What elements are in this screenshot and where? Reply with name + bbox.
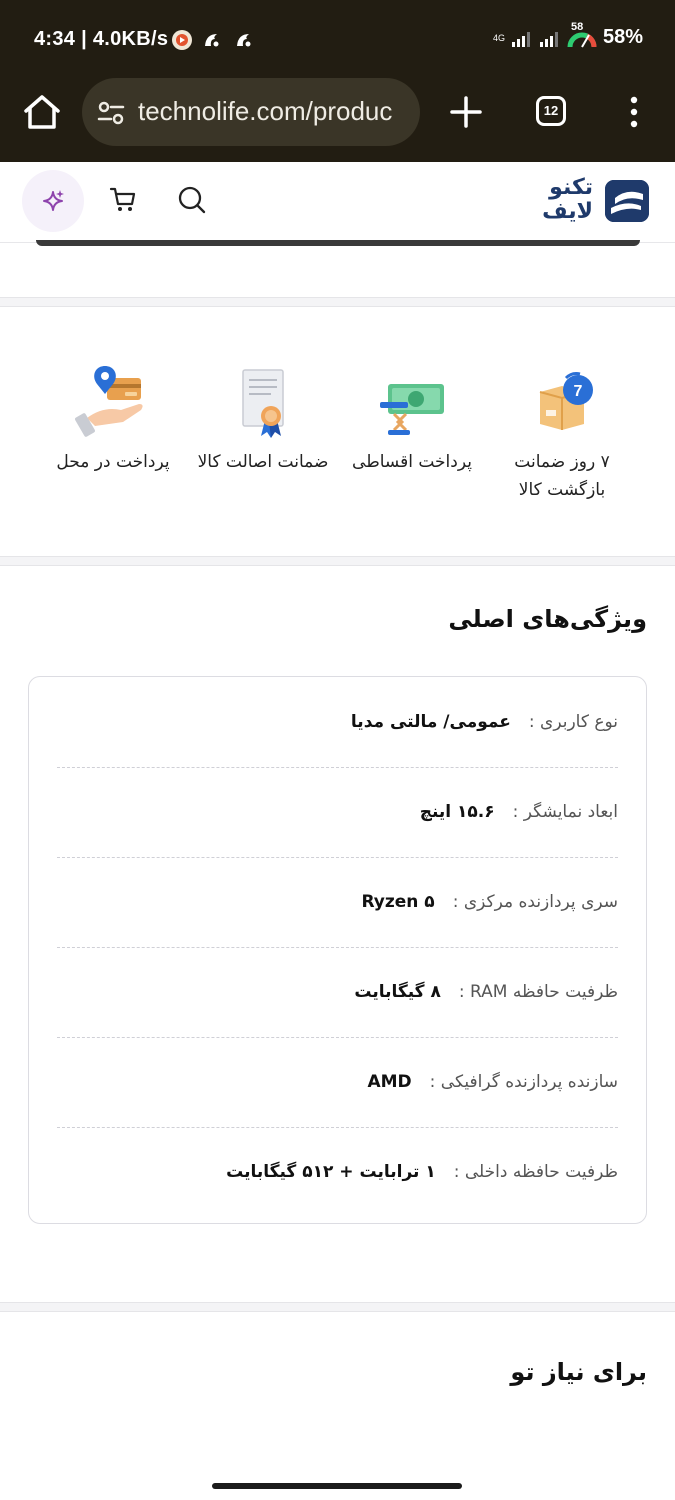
section-divider: [0, 1302, 675, 1312]
gesture-home-indicator[interactable]: [212, 1483, 462, 1489]
status-time: 4:34: [34, 28, 76, 50]
battery-percent: 58%: [602, 26, 643, 48]
service-installment[interactable]: [337, 362, 487, 476]
site-header: [0, 162, 675, 243]
home-icon[interactable]: [20, 90, 64, 134]
app-notification-icon: [201, 29, 223, 51]
service-label: پرداخت در محل: [56, 452, 170, 472]
spec-key: ابعاد نمایشگر :: [512, 802, 618, 822]
status-network-speed: | 4.0KB/s: [81, 28, 169, 50]
spec-row: [57, 767, 618, 858]
cart-icon[interactable]: [108, 184, 138, 214]
return-box-icon: [522, 362, 602, 442]
browser-toolbar: [0, 78, 675, 148]
network-type-label: 4G: [492, 32, 505, 43]
section-divider: [0, 556, 675, 566]
certificate-icon: [223, 362, 303, 442]
sparkle-icon: [22, 170, 84, 232]
spec-key: سازنده پردازنده گرافیکی :: [429, 1072, 618, 1092]
signal-strength-icon-2: [539, 28, 561, 48]
status-bar: [0, 20, 675, 64]
specs-title: ویژگی‌های اصلی: [448, 605, 647, 633]
section-divider: [0, 297, 675, 307]
address-bar[interactable]: [82, 78, 420, 146]
service-label: پرداخت اقساطی: [352, 452, 472, 472]
spec-key: ظرفیت حافظه داخلی :: [453, 1162, 618, 1182]
technolife-logo[interactable]: [533, 176, 649, 232]
logo-mark-icon: [605, 180, 649, 222]
services-section: [0, 312, 675, 556]
spec-value: Ryzen ۵: [361, 892, 435, 912]
installment-money-icon: [372, 362, 452, 442]
record-notification-icon: [171, 29, 193, 51]
specs-card: [28, 676, 647, 1224]
spec-value: AMD: [367, 1072, 412, 1092]
product-image-bottom-edge: [36, 240, 640, 246]
spec-key: سری پردازنده مرکزی :: [452, 892, 618, 912]
spec-row: [57, 947, 618, 1038]
spec-row: [57, 1037, 618, 1128]
site-settings-icon[interactable]: [96, 98, 126, 128]
logo-text-line1: تکنو: [549, 175, 593, 200]
svg-text:7: 7: [573, 383, 583, 400]
tab-switcher-button[interactable]: 12: [536, 96, 566, 126]
for-you-title: برای نیاز تو: [510, 1358, 647, 1386]
signal-badge: 58: [570, 20, 584, 33]
service-authenticity[interactable]: [188, 362, 338, 476]
service-return-guarantee[interactable]: [487, 362, 637, 504]
spec-row: [57, 1127, 618, 1217]
service-pay-on-delivery[interactable]: [38, 362, 188, 476]
more-options-icon[interactable]: [622, 94, 646, 130]
spec-row: [57, 677, 618, 768]
service-label: ضمانت اصالت کالا: [197, 452, 329, 472]
spec-value: ۱۵.۶ اینچ: [419, 802, 495, 822]
spec-key: ظرفیت حافظه RAM :: [458, 982, 618, 1002]
signal-strength-icon: [511, 28, 533, 48]
search-icon[interactable]: [176, 184, 208, 216]
spec-key: نوع کاربری :: [528, 712, 618, 732]
spec-row: [57, 857, 618, 948]
url-text: technolife.com/produc: [138, 96, 393, 126]
spec-value: ۱ ترابایت + ۵۱۲ گیگابایت: [226, 1162, 436, 1182]
spec-value: عمومی/ مالتی مدیا: [350, 712, 511, 732]
logo-text-line2: لایف: [542, 199, 593, 224]
app-notification-icon-2: [233, 29, 255, 51]
service-label: ۷ روز ضمانت بازگشت کالا: [514, 452, 610, 500]
ai-assistant-button[interactable]: [22, 170, 84, 232]
new-tab-icon[interactable]: [446, 92, 486, 132]
spec-value: ۸ گیگابایت: [354, 982, 441, 1002]
pay-on-delivery-icon: [73, 362, 153, 442]
